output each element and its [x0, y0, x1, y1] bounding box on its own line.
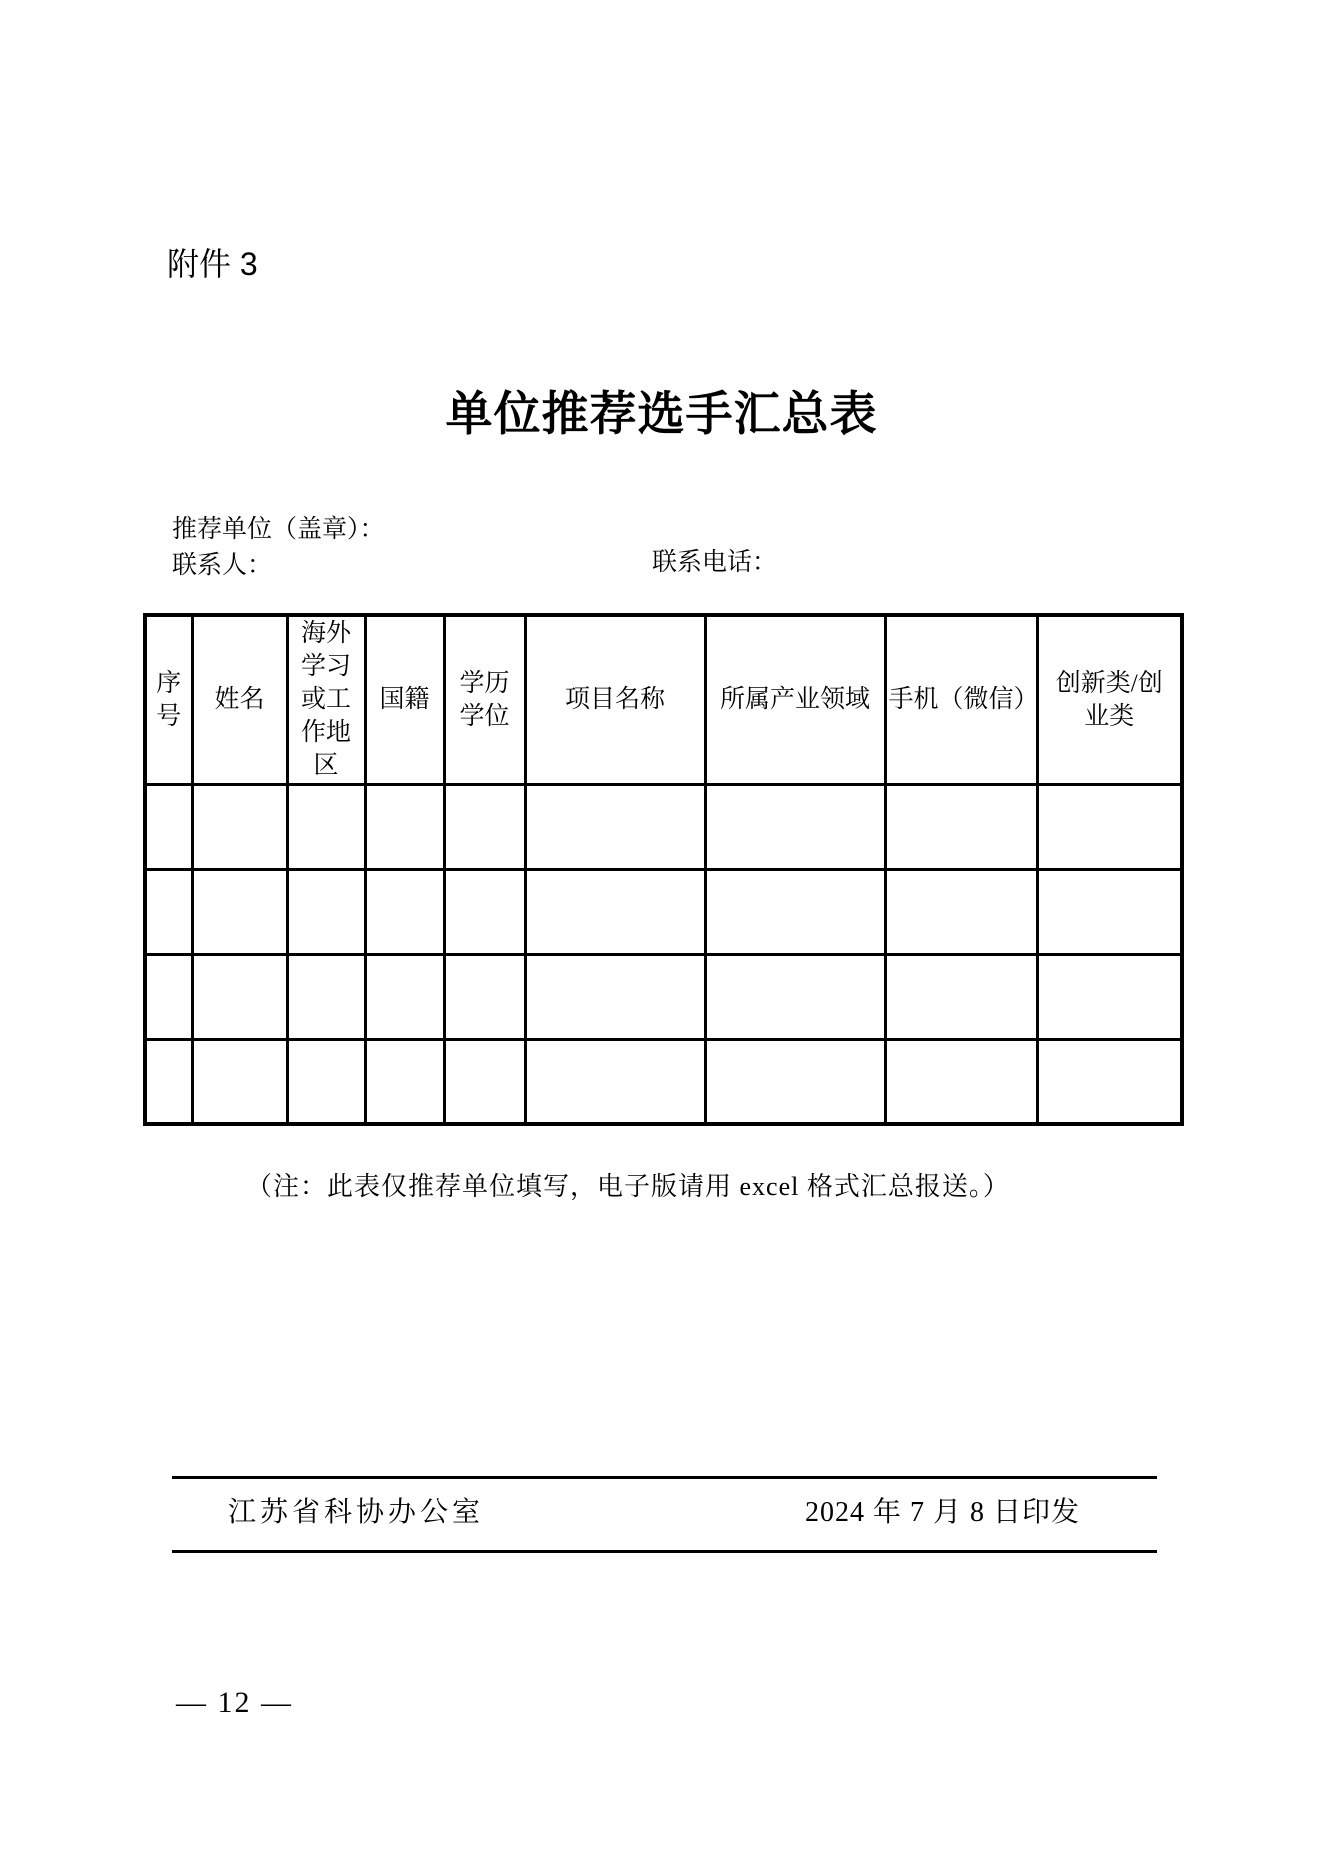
- table-header-row: [145, 615, 1182, 784]
- note-text: （注：此表仅推荐单位填写，电子版请用 excel 格式汇总报送。）: [246, 1172, 1010, 1201]
- table-cell: [444, 954, 525, 1039]
- col-header-overseas-region: 海外学习或工作地区: [287, 615, 365, 784]
- page-title: 单位推荐选手汇总表: [445, 389, 878, 441]
- table-cell: [287, 784, 365, 869]
- col-header-mobile-wechat: 手机（微信）: [885, 615, 1037, 784]
- table-cell: [192, 784, 287, 869]
- col-header-category: 创新类/创业类: [1037, 615, 1182, 784]
- table-cell: [885, 954, 1037, 1039]
- table-cell: [885, 784, 1037, 869]
- table-cell: [365, 869, 444, 954]
- table-row: [145, 784, 1182, 869]
- table-cell: [444, 869, 525, 954]
- issuer-name: 江苏省科协办公室: [228, 1497, 485, 1528]
- col-header-serial-number: 序号: [145, 615, 192, 784]
- col-header-project-name: 项目名称: [525, 615, 705, 784]
- footer-rule-bottom: [172, 1550, 1157, 1553]
- table-cell: [1037, 954, 1182, 1039]
- table-cell: [705, 1039, 885, 1124]
- table-cell: [444, 784, 525, 869]
- table-cell: [145, 869, 192, 954]
- table-cell: [287, 869, 365, 954]
- footer-rule-top: [172, 1476, 1157, 1479]
- table-cell: [1037, 784, 1182, 869]
- table-cell: [365, 1039, 444, 1124]
- table-row: [145, 954, 1182, 1039]
- page-number: — 12 —: [176, 1686, 293, 1719]
- recommending-unit-label: 推荐单位（盖章）：: [172, 516, 385, 543]
- table-cell: [365, 954, 444, 1039]
- table-cell: [145, 954, 192, 1039]
- table-cell: [145, 784, 192, 869]
- col-header-name: 姓名: [192, 615, 287, 784]
- table-cell: [525, 869, 705, 954]
- table-cell: [1037, 869, 1182, 954]
- col-header-industry-field: 所属产业领域: [705, 615, 885, 784]
- table-cell: [705, 784, 885, 869]
- table-cell: [885, 1039, 1037, 1124]
- table-cell: [287, 954, 365, 1039]
- table-cell: [145, 1039, 192, 1124]
- attachment-label: 附件 3: [167, 246, 258, 282]
- col-header-nationality: 国籍: [365, 615, 444, 784]
- contact-person-label: 联系人：: [172, 552, 273, 579]
- table-cell: [365, 784, 444, 869]
- table-cell: [192, 869, 287, 954]
- table-cell: [192, 954, 287, 1039]
- contact-phone-label: 联系电话：: [652, 549, 778, 576]
- table-cell: [444, 1039, 525, 1124]
- table-cell: [287, 1039, 365, 1124]
- table-cell: [192, 1039, 287, 1124]
- table-cell: [525, 1039, 705, 1124]
- table-cell: [705, 869, 885, 954]
- col-header-education-degree: 学历学位: [444, 615, 525, 784]
- table-cell: [1037, 1039, 1182, 1124]
- table-cell: [885, 869, 1037, 954]
- issue-date: 2024 年 7 月 8 日印发: [805, 1497, 1081, 1528]
- table-cell: [525, 784, 705, 869]
- summary-table: [143, 613, 1184, 1126]
- table-row: [145, 1039, 1182, 1124]
- table-cell: [705, 954, 885, 1039]
- table-cell: [525, 954, 705, 1039]
- table-row: [145, 869, 1182, 954]
